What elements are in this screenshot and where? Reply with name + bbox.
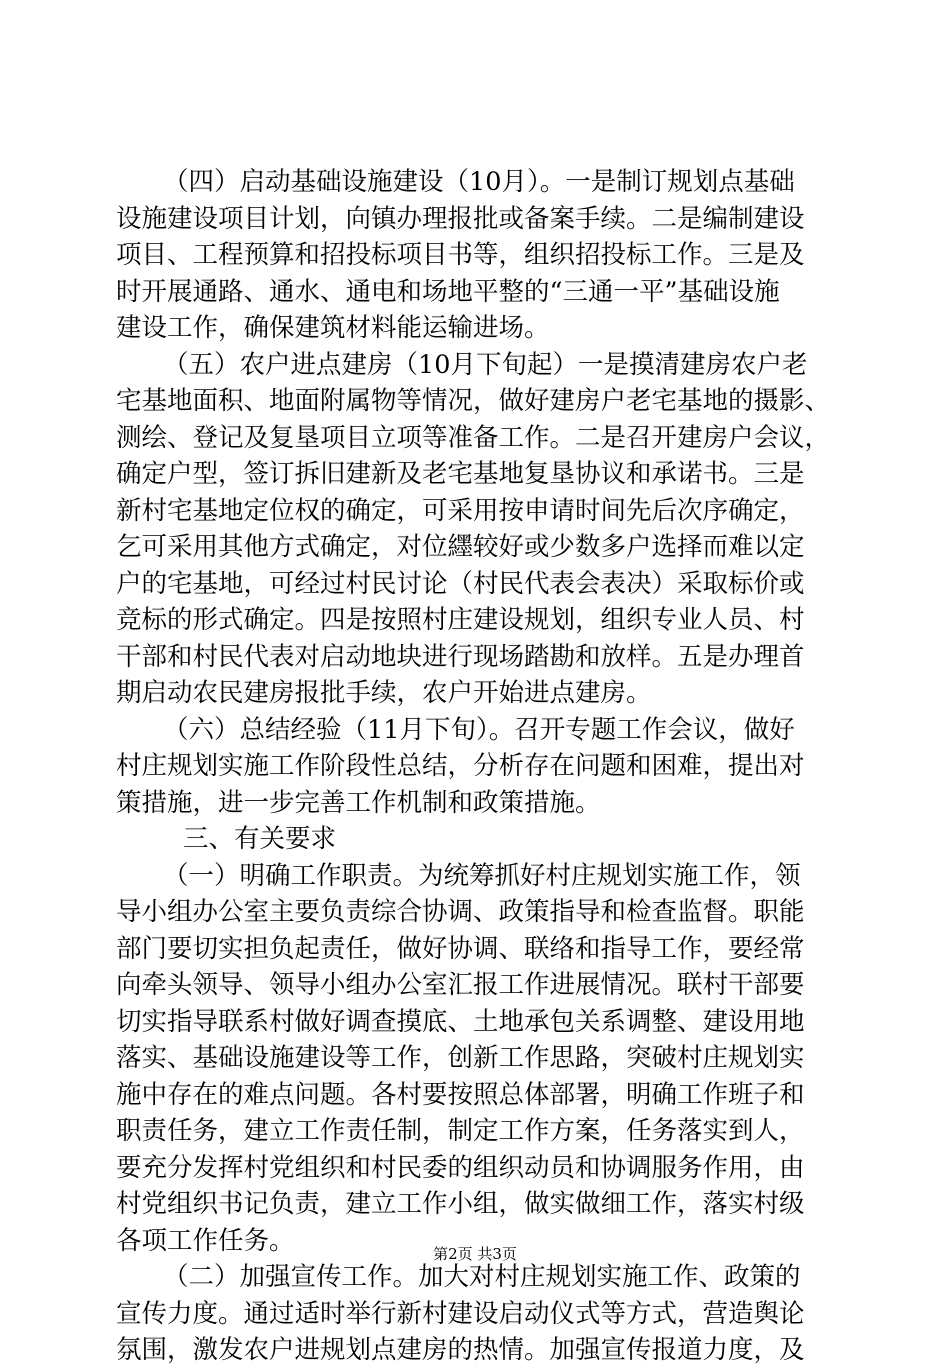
text-line: 新村宅基地定位权的确定，可采用按申请时间先后次序确定， <box>116 495 805 526</box>
text-line: 竞标的形式确定。四是按照村庄建设规划，组织专业人员、村 <box>116 605 805 635</box>
text-line: 乞可采用其他方式确定，对位纆较好或少数多户选择而难以定 <box>116 532 805 562</box>
text-line: 时开展通路、通水、通电和场地平整的“三通一平”基础设施 <box>116 276 780 307</box>
text-line: （二）加强宣传工作。加大对村庄规划实施工作、政策的 <box>163 1262 801 1292</box>
text-line: 村庄规划实施工作阶段性总结，分析存在问题和困难，提出对 <box>116 751 805 781</box>
text-line: 三、有关要求 <box>183 824 337 854</box>
text-line: 期启动农民建房报批手续，农户开始进点建房。 <box>116 678 652 708</box>
text-line: 宅基地面积、地面附属物等情况，做好建房户老宅基地的摄影、 <box>116 386 831 416</box>
text-line: 落实、基础设施建设等工作，创新工作思路，突破村庄规划实 <box>116 1043 805 1073</box>
text-line: 氛围，激发农户进规划点建房的热情。加强宣传报道力度，及 <box>116 1335 805 1365</box>
text-line: 要充分发挥村党组织和村民委的组织动员和协调服务作用，由 <box>116 1152 805 1183</box>
text-line: 各项工作任务。 <box>116 1225 295 1256</box>
text-line: 干部和村民代表对启动地块进行现场踏勘和放样。五是办理首 <box>116 641 805 672</box>
text-line: 施中存在的难点问题。各村要按照总体部署，明确工作班子和 <box>116 1079 805 1110</box>
text-line: （一）明确工作职责。为统筹抓好村庄规划实施工作，领 <box>163 860 801 891</box>
text-line: （四）启动基础设施建设（10月）。一是制订规划点基础 <box>163 167 795 197</box>
text-line: 切实指导联系村做好调查摸底、土地承包关系调整、建设用地 <box>116 1006 805 1037</box>
text-line: 户的宅基地，可经过村民讨论（村民代表会表决）采取标价或 <box>116 568 805 599</box>
text-line: 项目、工程预算和招投标项目书等，组织招投标工作。三是及 <box>116 240 805 270</box>
text-line: 向牵头领导、领导小组办公室汇报工作进展情况。联村干部要 <box>116 970 805 1000</box>
text-line: 职责任务，建立工作责任制，制定工作方案，任务落实到人， <box>116 1116 805 1146</box>
page-footer: 第2页 共3页 <box>433 1245 517 1263</box>
text-line: 设施建设项目计划，向镇办理报批或备案手续。二是编制建设 <box>116 203 805 234</box>
text-line: 确定户型，签订拆旧建新及老宅基地复垦协议和承诺书。三是 <box>116 459 805 489</box>
text-line: （六）总结经验（11月下旬）。召开专题工作会议，做好 <box>163 714 795 745</box>
text-line: 策措施，进一步完善工作机制和政策措施。 <box>116 787 601 818</box>
text-line: 宣传力度。通过适时举行新村建设启动仪式等方式，营造舆论 <box>116 1298 805 1329</box>
text-line: 村党组织书记负责，建立工作小组，做实做细工作，落实村级 <box>116 1189 805 1219</box>
text-line: 部门要切实担负起责任，做好协调、联络和指导工作，要经常 <box>116 933 805 964</box>
text-line: 导小组办公室主要负责综合协调、政策指导和检查监督。职能 <box>116 897 805 927</box>
text-line: 测绘、登记及复垦项目立项等准备工作。二是召开建房户会议， <box>116 422 831 453</box>
text-line: 建设工作，确保建筑材料能运输进场。 <box>116 313 550 343</box>
text-line: （五）农户进点建房（10月下旬起）一是摸清建房农户老 <box>163 349 808 380</box>
